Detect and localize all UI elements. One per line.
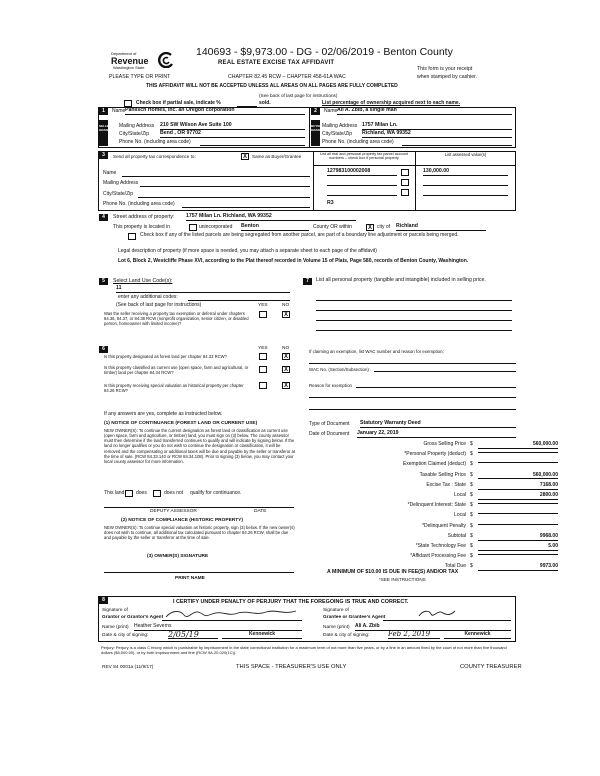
if-any-yes: If any answers are yes, complete as instructed below. (104, 411, 223, 417)
buyer-city[interactable]: Richland, WA 99352 (362, 131, 512, 138)
exemption-question: Was the seller receiving a property tax exemption or deferral under chapters 84.36, 84.37, or 84.38 RCW (nonprofit organization, senior citizen, or disabled person, homeowner with limited income)? (104, 311, 249, 327)
fee-value[interactable]: 9973.00 (478, 564, 558, 571)
deputy-date-label: DATE (254, 509, 267, 514)
forest-yes-checkbox[interactable] (259, 353, 267, 360)
fee-currency: $ (470, 471, 473, 478)
logo-line1: Department of (111, 51, 137, 56)
reason-label: Reason for exemption (309, 383, 352, 388)
receipt-note-2: when stamped by cashier. (417, 74, 477, 80)
fee-label: Local (454, 492, 466, 498)
grantee-agent-label: Grantee or Grantee's Agent (323, 615, 386, 620)
grantee-signature[interactable] (383, 612, 511, 621)
notice-1-title: (1) NOTICE OF CONTINUANCE (FOREST LAND OR CURRENT USE) (104, 421, 258, 426)
fee-currency: $ (470, 461, 473, 468)
notice-2-title: (2) NOTICE OF COMPLIANCE (HISTORIC PROPERTY) (121, 518, 243, 523)
this-land-label: This land (104, 490, 125, 496)
seller-phone[interactable] (200, 139, 305, 146)
street-label: Street address of property: (113, 214, 175, 220)
grantor-city[interactable]: Kennewick (222, 632, 302, 639)
fee-label: Total Due (444, 563, 466, 570)
fee-label: Subtotal (447, 532, 466, 539)
s3-city-label: City/State/Zip (103, 191, 134, 197)
assessed-row-2[interactable] (423, 179, 508, 186)
see-back-note: (See back of last page for instructions) (259, 93, 338, 98)
seller-name[interactable]: Pahlisch Homes, Inc. an Oregon corporation (125, 108, 305, 115)
personal-property-label: List all personal property (tangible and intangible) included in selling price. (316, 277, 486, 283)
doc-type[interactable]: Statutory Warranty Deed (360, 421, 516, 428)
fee-value[interactable]: 2800.00 (478, 493, 558, 500)
sold-label: sold. (259, 100, 271, 106)
seller-city[interactable]: Bend , OR 97702 (160, 131, 305, 138)
seller-phone-label: Phone No. (including area code) (119, 139, 191, 145)
parcel-row-3[interactable] (327, 189, 397, 196)
s5-no-checkbox[interactable]: X (283, 312, 288, 318)
s6-yes-header: YES (258, 346, 268, 351)
grantee-signature-scribble (383, 608, 511, 618)
fee-value[interactable]: 7168.00 (478, 483, 558, 490)
seller-city-label: City/State/Zip (119, 131, 150, 137)
fee-row (318, 442, 568, 450)
s3-phone-label: Phone No. (including area code) (103, 201, 175, 207)
fee-row (318, 483, 568, 491)
parcel-header: List all real and personal property tax parcel account numbers – check box if personal property (319, 152, 408, 161)
fee-value[interactable]: 560,000.00 (478, 442, 558, 449)
additional-codes-label: enter any additional codes: (118, 294, 178, 300)
s3-mailing-label: Mailing Address (103, 180, 139, 186)
s3-phone-field[interactable] (182, 201, 310, 208)
fee-label: *Delinquent Interest: State (407, 502, 466, 509)
historic-question: Is this property receiving special valuation as historical property per chapter 84.26 RCW? (104, 383, 244, 393)
fee-row (318, 473, 568, 481)
notice-2-body: NEW OWNER(S): To continue special valuation as historic property, sign (3) below. If the new owner(s) does not wish to continue, all additional tax calculated pursuant to chapter 84.26 RCW, shall be due and payable by the seller or transferor at the time of sale. (104, 525, 295, 541)
reason-field[interactable] (356, 381, 516, 388)
notice-1-body: NEW OWNER(S): To continue the current designation as forest land or classification as current use (open space, farm and agriculture, or timber) land, you must sign on (3) below. The county assessor must then determine if the land transferred continues to qualify and will indicate by signing below. If the land no longer qualifies or you do not wish to continue the designation or classification, it will be removed and the compensating or additional taxes will be due and payable by the seller or transferor at the time of sale. (RCW 84.33.140 or RCW 84.34.108). Prior to signing (3) below, you may contact your local county assessor for more information. (104, 428, 296, 464)
receipt-note-1: This form is your receipt (417, 66, 473, 72)
fee-row (318, 554, 568, 562)
fee-label: *Delinquent Penalty (422, 522, 466, 529)
treasurer-only: THIS SPACE - TREASURER'S USE ONLY (236, 664, 347, 670)
fee-value[interactable]: 9968.00 (478, 534, 558, 541)
county-treasurer: COUNTY TREASURER (460, 664, 522, 670)
legal-note: Legal description of property (if more space is needed, you may attach a separate sheet to each page of the affidavit) (118, 248, 377, 254)
fee-label: Local (454, 512, 466, 519)
buyer-mailing-label: Mailing Address (322, 123, 358, 129)
fee-value[interactable]: 560,000.00 (478, 473, 558, 480)
fee-row (318, 513, 568, 521)
chapter-ref: CHAPTER 82.45 RCW – CHAPTER 458-61A WAC (228, 74, 346, 80)
fee-row (318, 503, 568, 511)
doc-date[interactable]: January 22, 2019 (357, 431, 516, 438)
fee-currency: $ (470, 441, 473, 447)
historic-yes-checkbox[interactable] (259, 382, 267, 389)
s3-name-label: Name (103, 170, 117, 176)
current-use-yes-checkbox[interactable] (259, 366, 267, 373)
fee-currency: $ (470, 563, 473, 570)
fee-label: *Affidavit Processing Fee (410, 553, 466, 560)
grantee-date-label: Date & city of signing: (323, 633, 370, 638)
fee-row (318, 462, 568, 470)
rev-number: REV 84 0001a (11/9/17) (102, 665, 154, 670)
deputy-assessor-label: DEPUTY ASSESSOR (150, 509, 197, 514)
county-name[interactable]: Benton (241, 224, 309, 231)
section-3-number: 3 (99, 152, 108, 159)
fee-currency: $ (470, 543, 473, 549)
fee-value[interactable] (478, 503, 558, 504)
fee-label: *Personal Property (deduct) (404, 451, 466, 458)
buyer-phone-label: Phone No. (including area code) (322, 139, 394, 145)
fee-currency: $ (470, 502, 473, 509)
dor-logo (111, 52, 191, 76)
city-checkbox[interactable]: X (367, 225, 372, 231)
grantee-sig-label: Signature of (323, 608, 349, 613)
buyer-mailing[interactable]: 1757 Milan Ln. (362, 123, 512, 130)
print-name-label: PRINT NAME (175, 576, 205, 581)
current-use-no-checkbox[interactable]: X (283, 367, 288, 373)
s5-yes-header: YES (258, 303, 268, 308)
fee-value[interactable] (478, 513, 558, 514)
see-instructions: *SEE INSTRUCTIONS (379, 577, 426, 582)
same-as-buyer-checkbox[interactable]: X (242, 154, 247, 160)
current-use-question: Is this property classified as current use (open space, farm and agricultural, or timber) land per chapter 84.34 RCW? (104, 365, 249, 375)
recording-stamp: 140693 - $9,973.00 - DG - 02/06/2019 - Benton County (196, 46, 453, 58)
section-1-number: 1 (99, 108, 108, 115)
fee-label: *State Technology Fee (415, 543, 466, 549)
fee-currency: $ (470, 512, 473, 519)
certify-statement: I CERTIFY UNDER PENALTY OF PERJURY THAT THE FOREGOING IS TRUE AND CORRECT. (173, 599, 409, 605)
wac-field[interactable] (374, 365, 516, 372)
grantee-city[interactable]: Kennewick (444, 632, 511, 639)
buyer-phone[interactable] (402, 139, 512, 146)
unincorporated-checkbox[interactable] (189, 224, 197, 231)
property-street[interactable]: 1757 Milan Ln. Richland, WA 99352 (186, 214, 356, 221)
parcel-row-2[interactable] (327, 179, 397, 186)
fee-value[interactable]: 5.00 (478, 544, 558, 551)
notice-3-title: (3) OWNER(S) SIGNATURE (147, 554, 209, 559)
grantee-printed-name[interactable]: Ali A. Zbib (355, 624, 511, 631)
fee-currency: $ (470, 522, 473, 529)
grantor-date-label: Date & city of signing: (102, 633, 149, 638)
does-not-checkbox[interactable] (153, 490, 161, 497)
seller-name-label: Name (112, 108, 126, 114)
fee-label: Gross Selling Price (423, 441, 466, 447)
grantor-agent-label: Grantor or Grantor's Agent (102, 615, 164, 620)
accept-note: THIS AFFIDAVIT WILL NOT BE ACCEPTED UNLESS ALL AREAS ON ALL PAGES ARE FULLY COMPLETED (146, 83, 398, 89)
s6-no-header: NO (282, 346, 290, 351)
send-correspondence-label: Send all property tax correspondence to: (113, 154, 196, 159)
qualify-label: qualify for continuance. (190, 490, 242, 496)
wac-label: WAC No. (Section/Subsection) (309, 367, 369, 372)
section-6-number: 6 (99, 346, 108, 353)
fee-currency: $ (470, 481, 473, 488)
segregated-checkbox[interactable] (128, 233, 136, 240)
exemption-label: If claiming an exemption, list WAC number and reason for exemption: (309, 349, 444, 354)
doc-date-label: Date of Document (309, 431, 350, 437)
s5-yes-checkbox[interactable] (259, 311, 267, 318)
forest-no-checkbox[interactable]: X (283, 354, 288, 360)
fee-currency: $ (470, 553, 473, 560)
fee-row (318, 534, 568, 542)
assessed-header: List assessed value(s) (444, 152, 487, 157)
grantee-date[interactable]: Feb 2, 2019 (388, 630, 440, 639)
additional-codes-field[interactable] (188, 294, 290, 301)
fee-currency: $ (470, 451, 473, 458)
fee-row (318, 544, 568, 552)
seller-mailing-label: Mailing Address (119, 123, 155, 129)
land-use-label: Select Land Use Code(s): (113, 278, 173, 284)
partial-sale-label: Check box if partial sale, indicate % (136, 100, 221, 106)
buyer-city-label: City/State/Zip (322, 131, 353, 137)
assessed-value[interactable]: 130,000.00 (423, 169, 508, 176)
personal-property-checkbox-2[interactable] (401, 179, 409, 186)
unincorporated-label: unincorporated (199, 224, 233, 230)
fee-currency: $ (470, 492, 473, 498)
section-4-number: 4 (99, 214, 108, 221)
city-of-label: city of (377, 224, 391, 230)
fee-value[interactable] (478, 524, 558, 525)
fee-row (318, 452, 568, 460)
s5-no-header: NO (282, 303, 290, 308)
tax-code: R3 (327, 200, 334, 206)
seller-side-label: SELLER GRANTOR (99, 120, 108, 146)
land-use-code[interactable]: 11 (116, 286, 290, 293)
assessed-row-3[interactable] (423, 189, 508, 196)
does-checkbox[interactable] (125, 490, 133, 497)
located-in-label: This property is located in (113, 224, 170, 230)
same-as-buyer-label: Same as Buyer/Grantee (252, 154, 302, 159)
fee-currency: $ (470, 532, 473, 539)
doc-type-label: Type of Document (309, 421, 350, 427)
personal-property-checkbox-3[interactable] (401, 189, 409, 196)
fee-row (318, 524, 568, 532)
fee-value[interactable] (478, 452, 558, 453)
fee-label: Excise Tax : State (426, 481, 466, 488)
buyer-side-label: BUYER GRANTEE (311, 120, 320, 146)
historic-no-checkbox[interactable]: X (283, 383, 288, 389)
does-not-label: does not (164, 490, 184, 496)
fee-value[interactable] (478, 554, 558, 555)
city-name[interactable]: Richland (396, 224, 486, 231)
legal-description[interactable]: Lot 6, Block 2, Westcliffe Phase XVI, according to the Plat thereof recorded in Volume 15 of Plats, Page 580, records of Benton County, Washington. (118, 258, 469, 264)
perjury-note: Perjury: Perjury is a class C felony which is punishable by imprisonment in the state correctional institution for a maximum term of not more than five years, or by a fine in an amount fixed by the court of not more than five thousand dollars ($5,000.00), or by both imprisonment and fine (RCW 9A.20.020(1C)). (101, 645, 507, 655)
grantor-signature-scribble (162, 608, 302, 618)
grantor-printed-name[interactable]: Heather Severns (134, 624, 302, 631)
grantee-name-label: Name (print) (323, 625, 350, 630)
personal-property-checkbox[interactable] (401, 169, 409, 176)
fee-label: Taxable Selling Price (419, 471, 466, 478)
ownership-note: List percentage of ownership acquired next to each name. (322, 100, 461, 106)
buyer-name[interactable]: Ali A. Zbib, a single man (337, 108, 512, 115)
s3-city-field[interactable] (138, 191, 310, 198)
buyer-name-label: Name (324, 108, 338, 114)
grantor-signature[interactable] (162, 612, 302, 621)
does-label: does (136, 490, 147, 496)
land-use-see-back: (See back of last page for instructions) (116, 302, 202, 308)
section-2-number: 2 (311, 108, 320, 115)
section-5-number: 5 (99, 278, 108, 285)
section-8-number: 8 (99, 597, 108, 604)
county-label: County OR within (313, 224, 352, 230)
partial-sale-checkbox[interactable] (124, 100, 132, 107)
logo-line3: Washington State (113, 65, 145, 70)
grantor-date[interactable]: 2/05/19 (168, 630, 218, 639)
print-note: PLEASE TYPE OR PRINT (109, 74, 171, 80)
fee-label: Exemption Claimed (deduct) (402, 461, 466, 468)
parcel-number[interactable]: 127983100002008 (327, 169, 397, 176)
seller-mailing[interactable]: 210 SW Wilson Ave Suite 100 (160, 123, 305, 130)
revenue-swirl-icon (155, 52, 175, 68)
forest-question: Is this property designated as forest land per chapter 84.33 RCW? (104, 354, 227, 359)
logo-line2: Revenue (111, 56, 149, 66)
form-title: REAL ESTATE EXCISE TAX AFFIDAVIT (218, 60, 335, 66)
grantor-sig-label: Signature of (102, 608, 128, 613)
section-7-number: 7 (303, 278, 312, 285)
minimum-note: A MINIMUM OF $10.00 IS DUE IN FEE(S) AND/OR TAX (327, 569, 459, 575)
fee-value[interactable] (478, 462, 558, 463)
s3-mailing-field[interactable] (140, 180, 310, 187)
s3-name-field[interactable] (122, 170, 310, 177)
segregated-label: Check box if any of the listed parcels are being segregated from another parcel, are part of a boundary line adjustment or parcels being merged. (140, 232, 459, 238)
fee-row (318, 493, 568, 501)
grantor-name-label: Name (print) (102, 625, 129, 630)
